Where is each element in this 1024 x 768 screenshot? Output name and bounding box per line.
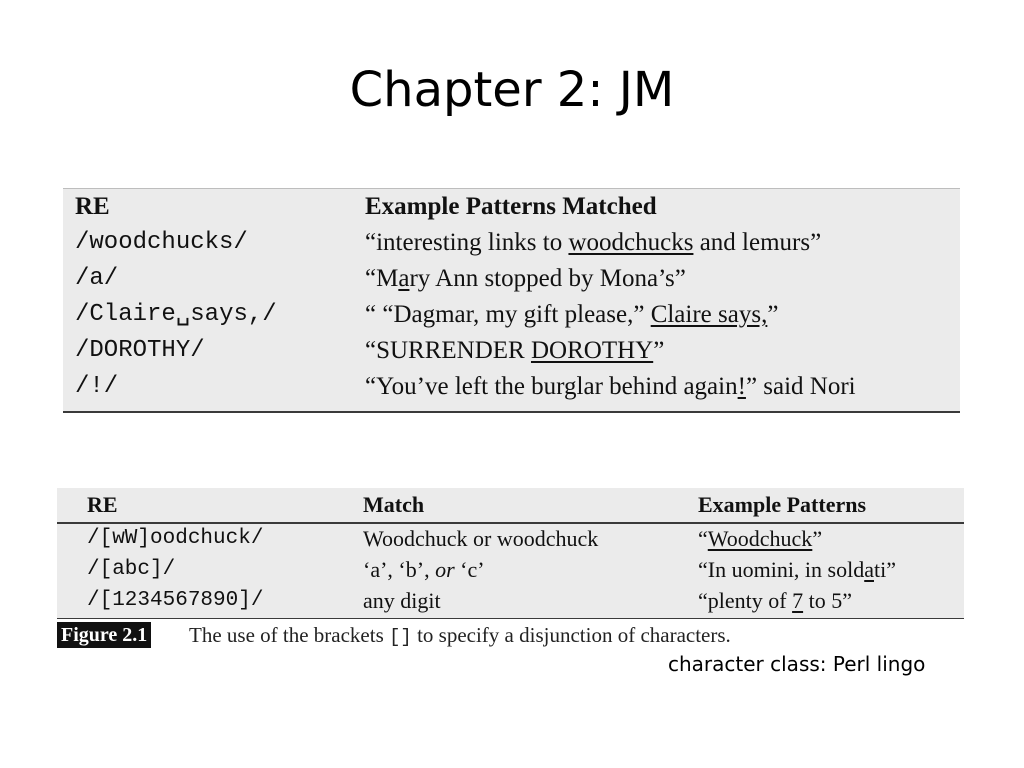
table-header-row xyxy=(63,189,960,225)
table-row xyxy=(57,524,964,554)
match-description: Woodchuck or woodchuck xyxy=(363,526,599,551)
caption-text: The use of the brackets [] to specify a disjunction of characters. xyxy=(189,623,731,648)
table-row xyxy=(57,555,964,585)
figure-caption xyxy=(57,622,964,648)
slide-note: character class: Perl lingo xyxy=(668,652,926,676)
regex-pattern: /!/ xyxy=(75,373,119,400)
brackets-glyph: [] xyxy=(389,626,412,648)
regex-pattern: /a/ xyxy=(75,265,119,292)
regex-pattern: /[wW]oodchuck/ xyxy=(87,527,264,550)
matched-substring: a xyxy=(398,265,410,292)
matched-substring: DOROTHY xyxy=(530,337,654,364)
example-text: “Mary Ann stopped by Mona’s” xyxy=(365,265,686,292)
table-row xyxy=(63,225,960,261)
regex-pattern: /woodchucks/ xyxy=(75,229,248,256)
figure-label: Figure 2.1 xyxy=(57,622,151,648)
table-row xyxy=(63,297,960,333)
example-text: “In uomini, in soldati” xyxy=(698,557,896,582)
table-header-row xyxy=(57,490,964,520)
regex-examples-table xyxy=(63,188,960,413)
match-description: any digit xyxy=(363,588,441,613)
matched-substring: woodchucks xyxy=(568,229,694,256)
matched-substring: 7 xyxy=(792,588,804,613)
match-description: ‘a’, ‘b’, or ‘c’ xyxy=(363,557,485,582)
column-header-match: Match xyxy=(363,492,425,517)
column-header-example: Example Patterns Matched xyxy=(365,193,657,220)
regex-pattern: /[abc]/ xyxy=(87,558,176,581)
column-header-re: RE xyxy=(75,193,110,220)
regex-pattern: /DOROTHY/ xyxy=(75,337,205,364)
table-row xyxy=(63,261,960,297)
example-text: “interesting links to woodchucks and lemurs” xyxy=(365,229,822,256)
column-header-re: RE xyxy=(87,492,118,517)
example-text: “SURRENDER DOROTHY” xyxy=(365,337,665,364)
table-row xyxy=(63,333,960,369)
example-text: “You’ve left the burglar behind again!” said Nori xyxy=(365,373,856,400)
bracket-regex-table xyxy=(57,488,964,619)
matched-substring: ! xyxy=(737,373,746,400)
example-text: “Woodchuck” xyxy=(698,526,823,551)
slide-title: Chapter 2: JM xyxy=(349,62,675,118)
example-text: “plenty of 7 to 5” xyxy=(698,588,852,613)
matched-substring: Woodchuck xyxy=(707,526,813,551)
table-row xyxy=(63,369,960,405)
regex-pattern: /Claire␣says,/ xyxy=(75,301,277,328)
table-row xyxy=(57,586,964,616)
example-text: “ “Dagmar, my gift please,” Claire says,” xyxy=(365,301,779,328)
matched-substring: Claire says, xyxy=(650,301,768,328)
matched-substring: a xyxy=(864,557,874,582)
column-header-example: Example Patterns xyxy=(698,492,867,517)
regex-pattern: /[1234567890]/ xyxy=(87,589,264,612)
